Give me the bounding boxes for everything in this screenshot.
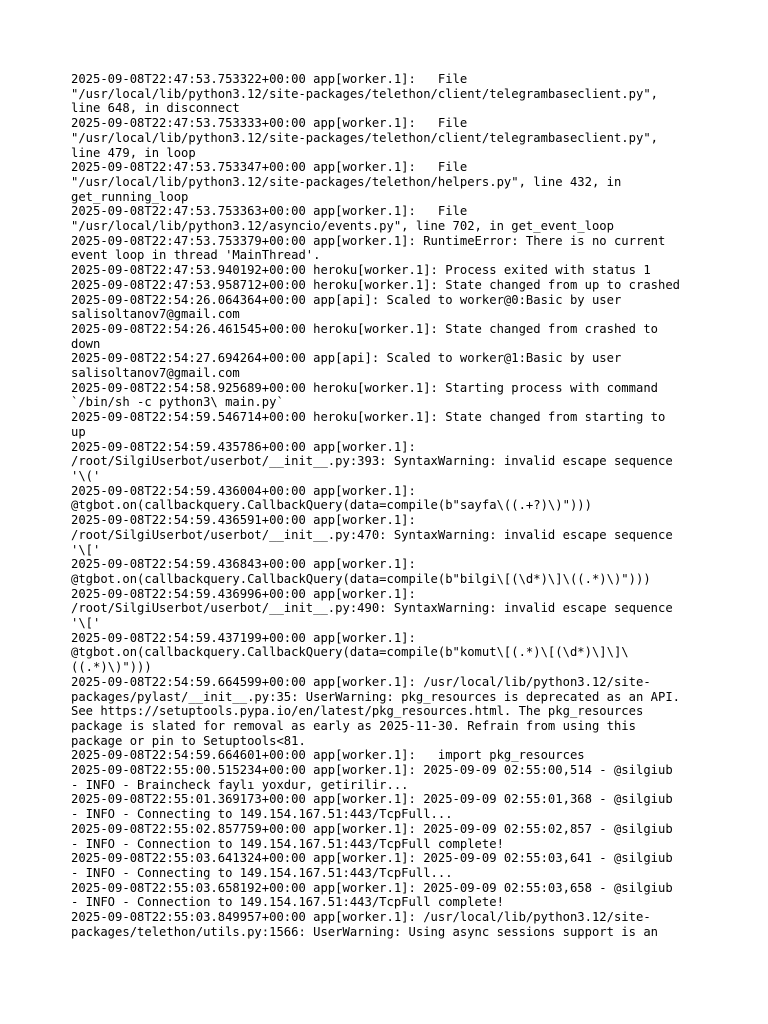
log-line: /root/SilgiUserbot/userbot/__init__.py:490: SyntaxWarning: invalid escape sequence (71, 601, 673, 616)
log-line: 2025-09-08T22:54:59.436996+00:00 app[worker.1]: (71, 586, 416, 601)
log-line: 2025-09-08T22:55:01.369173+00:00 app[worker.1]: 2025-09-09 02:55:01,368 - @silgiub (71, 792, 673, 807)
log-line: See https://setuptools.pypa.io/en/latest/pkg_resources.html. The pkg_resources (71, 704, 644, 719)
log-line: 2025-09-08T22:47:53.753347+00:00 app[worker.1]: File (71, 160, 468, 175)
log-line: "/usr/local/lib/python3.12/site-packages/telethon/client/telegrambaseclient.py", (71, 86, 658, 101)
log-line: 2025-09-08T22:55:02.857759+00:00 app[worker.1]: 2025-09-09 02:55:02,857 - @silgiub (71, 821, 673, 836)
log-line: 2025-09-08T22:54:59.664599+00:00 app[worker.1]: /usr/local/lib/python3.12/site- (71, 674, 651, 689)
log-line: '\(' (71, 468, 101, 483)
log-line: up (71, 424, 86, 439)
log-line: 2025-09-08T22:55:00.515234+00:00 app[worker.1]: 2025-09-09 02:55:00,514 - @silgiub (71, 763, 673, 778)
log-line: 2025-09-08T22:54:59.437199+00:00 app[worker.1]: (71, 630, 416, 645)
log-line: package is slated for removal as early as 2025-11-30. Refrain from using this (71, 718, 636, 733)
log-line: 2025-09-08T22:47:53.753363+00:00 app[worker.1]: File (71, 204, 468, 219)
log-line: 2025-09-08T22:54:59.435786+00:00 app[worker.1]: (71, 439, 416, 454)
log-line: 2025-09-08T22:47:53.940192+00:00 heroku[worker.1]: Process exited with status 1 (71, 263, 651, 278)
log-line: 2025-09-08T22:54:26.461545+00:00 heroku[worker.1]: State changed from crashed to (71, 321, 658, 336)
log-line: 2025-09-08T22:54:59.664601+00:00 app[worker.1]: import pkg_resources (71, 748, 585, 763)
log-line: @tgbot.on(callbackquery.CallbackQuery(data=compile(b"bilgi\[(\d*)\]\((.*)\)"))) (71, 571, 651, 586)
log-line: line 648, in disconnect (71, 101, 240, 116)
log-line: "/usr/local/lib/python3.12/asyncio/events.py", line 702, in get_event_loop (71, 219, 614, 234)
log-line: - INFO - Connecting to 149.154.167.51:443/TcpFull... (71, 807, 453, 822)
log-line: 2025-09-08T22:54:59.436843+00:00 app[worker.1]: (71, 557, 416, 572)
log-line: packages/telethon/utils.py:1566: UserWarning: Using async sessions support is an (71, 924, 658, 939)
log-line: 2025-09-08T22:54:59.546714+00:00 heroku[worker.1]: State changed from starting to (71, 410, 666, 425)
log-line: 2025-09-08T22:47:53.753322+00:00 app[worker.1]: File (71, 72, 468, 86)
log-line: 2025-09-08T22:54:59.436004+00:00 app[worker.1]: (71, 483, 416, 498)
log-line: '\[' (71, 542, 101, 557)
log-line: '\[' (71, 616, 101, 631)
log-line: salisoltanov7@gmail.com (71, 366, 240, 381)
log-line: - INFO - Connection to 149.154.167.51:443/TcpFull complete! (71, 836, 504, 851)
log-line: - INFO - Connection to 149.154.167.51:443/TcpFull complete! (71, 895, 504, 910)
log-line: "/usr/local/lib/python3.12/site-packages/telethon/helpers.py", line 432, in (71, 174, 622, 189)
log-line: package or pin to Setuptools<81. (71, 733, 306, 748)
log-line: 2025-09-08T22:47:53.753333+00:00 app[worker.1]: File (71, 116, 468, 131)
log-line: @tgbot.on(callbackquery.CallbackQuery(data=compile(b"komut\[(.*)\[(\d*)\]\]\ (71, 645, 629, 660)
log-line: 2025-09-08T22:54:58.925689+00:00 heroku[worker.1]: Starting process with command (71, 380, 658, 395)
log-line: 2025-09-08T22:55:03.658192+00:00 app[worker.1]: 2025-09-09 02:55:03,658 - @silgiub (71, 880, 673, 895)
log-line: salisoltanov7@gmail.com (71, 307, 240, 322)
log-line: line 479, in loop (71, 145, 196, 160)
log-line: - INFO - Connecting to 149.154.167.51:443/TcpFull... (71, 865, 453, 880)
log-line: `/bin/sh -c python3\ main.py` (71, 395, 284, 410)
log-line: 2025-09-08T22:54:27.694264+00:00 app[api]: Scaled to worker@1:Basic by user (71, 351, 622, 366)
log-line: 2025-09-08T22:55:03.641324+00:00 app[worker.1]: 2025-09-09 02:55:03,641 - @silgiub (71, 851, 673, 866)
log-line: /root/SilgiUserbot/userbot/__init__.py:393: SyntaxWarning: invalid escape sequence (71, 454, 673, 469)
log-line: /root/SilgiUserbot/userbot/__init__.py:470: SyntaxWarning: invalid escape sequence (71, 527, 673, 542)
log-line: event loop in thread 'MainThread'. (71, 248, 321, 263)
log-line: 2025-09-08T22:55:03.849957+00:00 app[worker.1]: /usr/local/lib/python3.12/site- (71, 910, 651, 925)
log-line: @tgbot.on(callbackquery.CallbackQuery(data=compile(b"sayfa\((.+?)\)"))) (71, 498, 592, 513)
log-line: packages/pylast/__init__.py:35: UserWarning: pkg_resources is deprecated as an API. (71, 689, 681, 704)
log-line: - INFO - Braincheck faylı yoxdur, getirilir... (71, 777, 409, 792)
log-line: down (71, 336, 101, 351)
log-line: ((.*)\)"))) (71, 660, 152, 675)
log-line: 2025-09-08T22:54:59.436591+00:00 app[worker.1]: (71, 513, 416, 528)
log-line: 2025-09-08T22:47:53.958712+00:00 heroku[worker.1]: State changed from up to crashed (71, 277, 681, 292)
log-line: 2025-09-08T22:47:53.753379+00:00 app[worker.1]: RuntimeError: There is no current (71, 233, 666, 248)
log-line: get_running_loop (71, 189, 189, 204)
log-line: 2025-09-08T22:54:26.064364+00:00 app[api]: Scaled to worker@0:Basic by user (71, 292, 622, 307)
log-line: "/usr/local/lib/python3.12/site-packages/telethon/client/telegrambaseclient.py", (71, 130, 658, 145)
log-output (71, 72, 711, 939)
